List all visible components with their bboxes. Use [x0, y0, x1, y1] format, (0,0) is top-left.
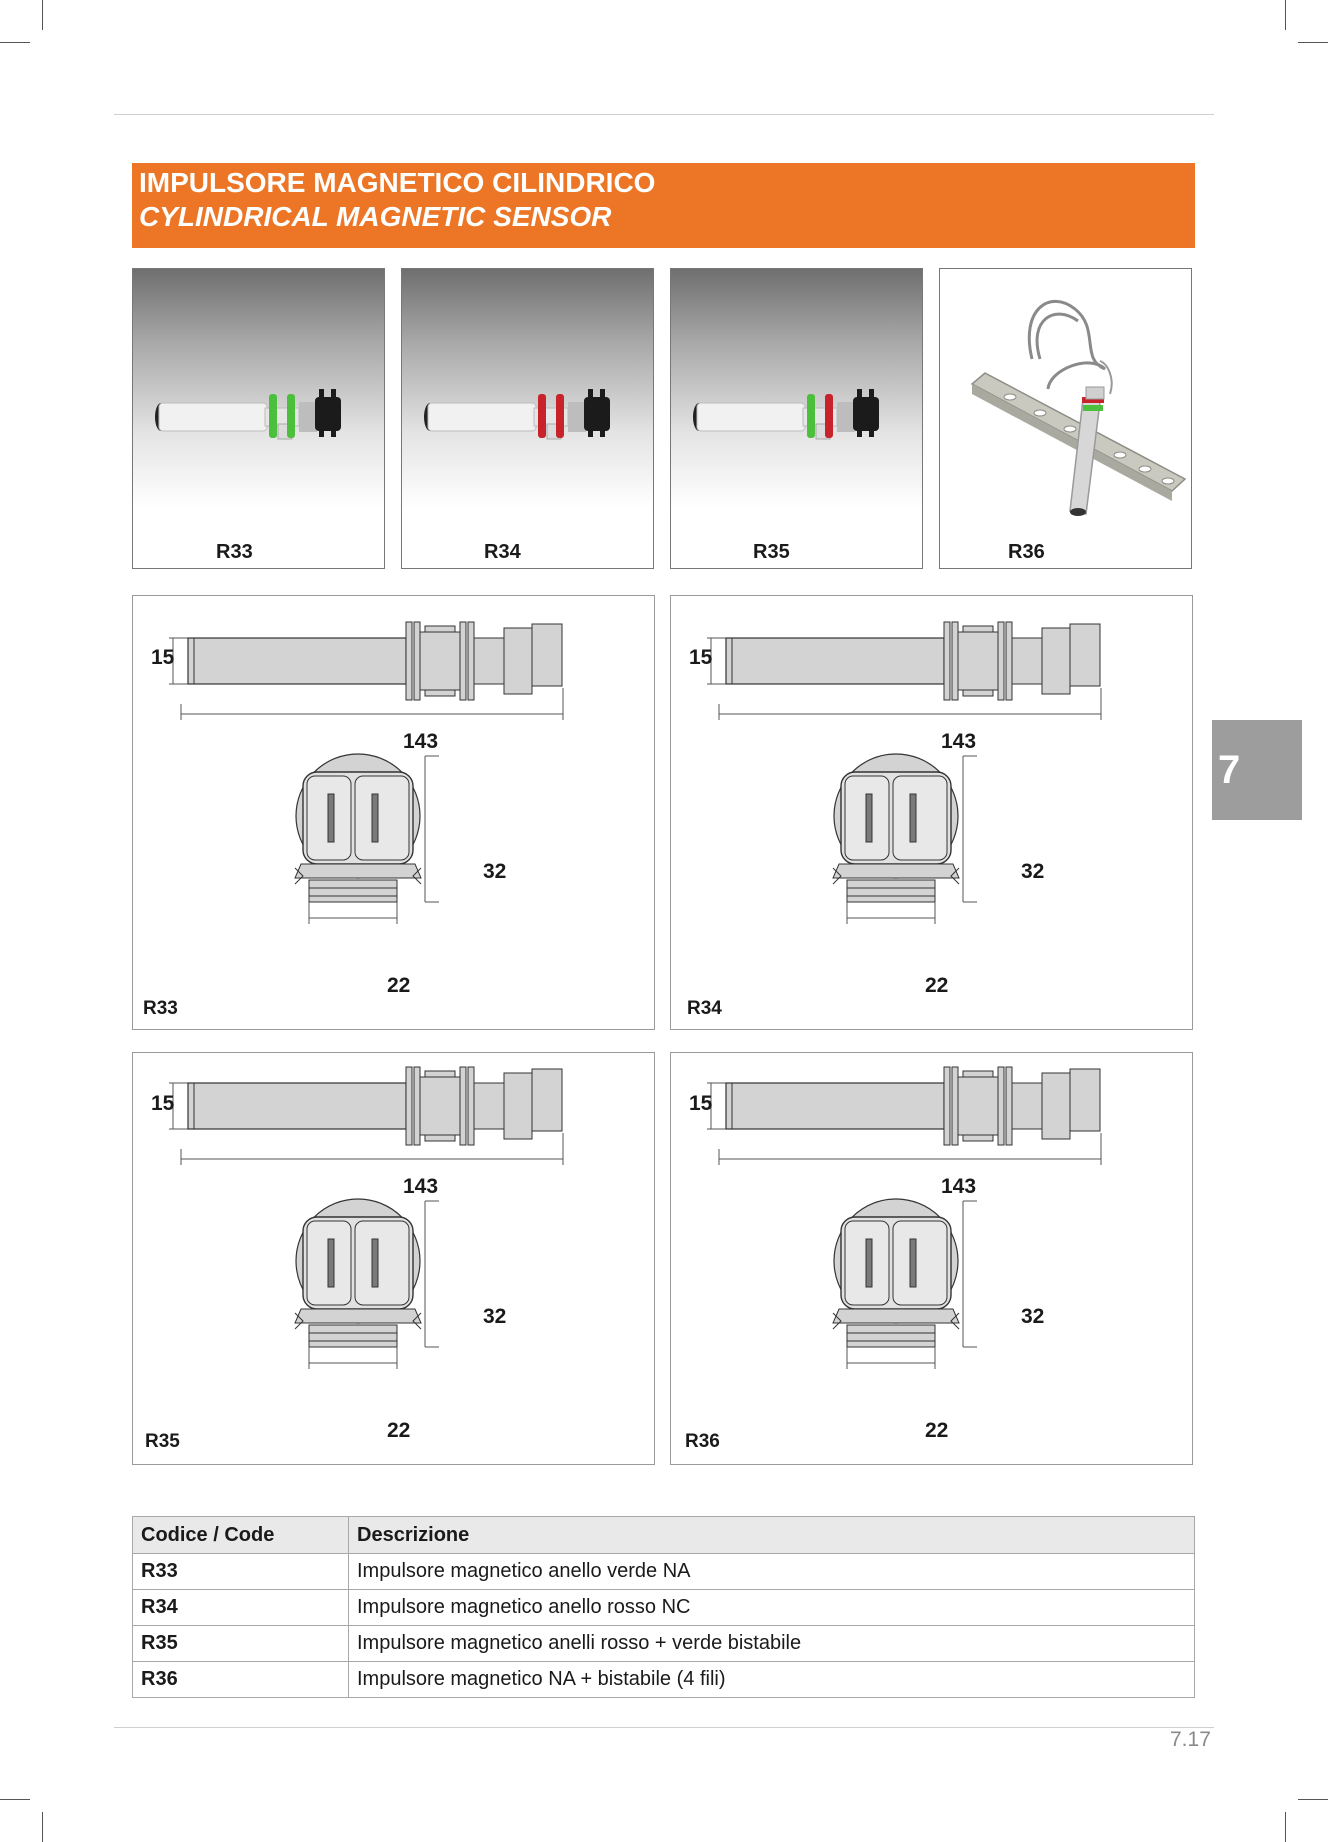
table-row [133, 1554, 1195, 1590]
drawing-r34 [670, 595, 1193, 1030]
crop-mark [1298, 42, 1328, 43]
sensor-image [133, 269, 385, 569]
table-header-row [133, 1517, 1195, 1554]
product-photo-r35 [670, 268, 923, 569]
cell-description: Impulsore magnetico anello verde NA [349, 1554, 1195, 1590]
product-photo-r34 [401, 268, 654, 569]
drawing-r33 [132, 595, 655, 1030]
drawing-label: R36 [685, 1431, 720, 1452]
chapter-number: 7 [1218, 748, 1241, 792]
sensor-on-rail-image [940, 269, 1192, 569]
dim-height: 32 [483, 860, 507, 883]
drawing-label: R35 [145, 1431, 180, 1452]
sensor-image [671, 269, 923, 569]
table-row [133, 1662, 1195, 1698]
crop-mark [1285, 0, 1286, 30]
drawing-r36 [670, 1052, 1193, 1465]
chapter-tab [1212, 720, 1302, 820]
product-photo-r36 [939, 268, 1192, 569]
photo-label: R34 [484, 541, 521, 563]
section-title-bar [132, 163, 1195, 248]
crop-mark [42, 1812, 43, 1842]
dim-length: 143 [403, 1175, 439, 1198]
top-rule [114, 114, 1214, 115]
cell-code: R34 [133, 1590, 349, 1626]
dim-width: 22 [925, 974, 949, 997]
dim-diameter: 15 [689, 1092, 713, 1115]
dim-diameter: 15 [689, 646, 713, 669]
table-row [133, 1626, 1195, 1662]
cell-description: Impulsore magnetico NA + bistabile (4 fili) [349, 1662, 1195, 1698]
technical-drawing [133, 1053, 656, 1466]
technical-drawing [671, 596, 1194, 1031]
crop-mark [0, 1799, 30, 1800]
product-code-table [132, 1516, 1195, 1698]
cell-code: R36 [133, 1662, 349, 1698]
dim-height: 32 [1021, 860, 1045, 883]
bottom-rule [114, 1727, 1214, 1728]
dim-width: 22 [925, 1419, 949, 1442]
product-photo-r33 [132, 268, 385, 569]
column-header-description: Descrizione [349, 1517, 1195, 1554]
crop-mark [42, 0, 43, 30]
technical-drawing [133, 596, 656, 1031]
technical-drawing [671, 1053, 1194, 1466]
page-number: 7.17 [1170, 1728, 1211, 1751]
crop-mark [0, 42, 30, 43]
photo-label: R35 [753, 541, 790, 563]
drawing-label: R34 [687, 998, 722, 1019]
dim-height: 32 [1021, 1305, 1045, 1328]
drawing-r35 [132, 1052, 655, 1465]
section-title-english: CYLINDRICAL MAGNETIC SENSOR [139, 201, 612, 232]
dim-length: 143 [941, 1175, 977, 1198]
crop-mark [1285, 1812, 1286, 1842]
dim-length: 143 [403, 730, 439, 753]
dim-width: 22 [387, 1419, 411, 1442]
drawing-label: R33 [143, 998, 178, 1019]
table-row [133, 1590, 1195, 1626]
column-header-code: Codice / Code [133, 1517, 349, 1554]
dim-diameter: 15 [151, 646, 175, 669]
cell-code: R35 [133, 1626, 349, 1662]
dim-width: 22 [387, 974, 411, 997]
dim-height: 32 [483, 1305, 507, 1328]
photo-label: R36 [1008, 541, 1045, 563]
section-title-italian: IMPULSORE MAGNETICO CILINDRICO [139, 167, 656, 198]
cell-code: R33 [133, 1554, 349, 1590]
cell-description: Impulsore magnetico anello rosso NC [349, 1590, 1195, 1626]
photo-label: R33 [216, 541, 253, 563]
sensor-image [402, 269, 654, 569]
dim-length: 143 [941, 730, 977, 753]
cell-description: Impulsore magnetico anelli rosso + verde bistabile [349, 1626, 1195, 1662]
dim-diameter: 15 [151, 1092, 175, 1115]
crop-mark [1298, 1799, 1328, 1800]
